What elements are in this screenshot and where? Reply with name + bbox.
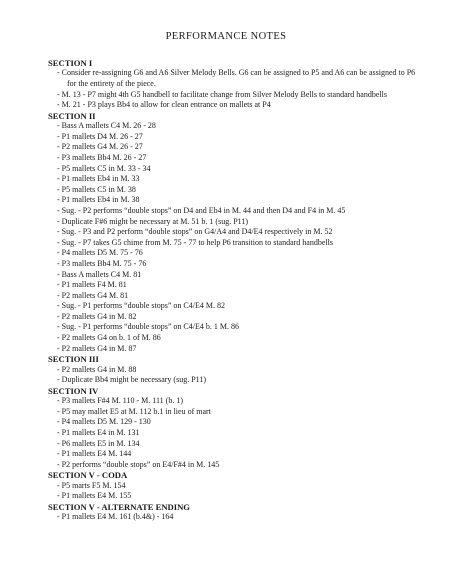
note-item: - Sug. - P1 performs “double stops” on C4/E4 M. 82 [57, 301, 225, 311]
note-item: - P2 mallets G4 M. 26 - 27 [57, 142, 143, 152]
note-item: - P1 mallets D4 M. 26 - 27 [57, 131, 143, 141]
note-item: - P1 mallets Eb4 in M. 33 [57, 174, 140, 184]
note-item: - P1 mallets E4 M. 161 (b.4&) - 164 [57, 512, 174, 522]
note-item: - P3 mallets F#4 M. 110 - M. 111 (b. 1) [57, 396, 183, 406]
note-item: - P4 mallets D5 M. 75 - 76 [57, 248, 143, 258]
note-item: - P1 mallets F4 M. 81 [57, 280, 127, 290]
section-1 [48, 58, 420, 111]
note-item: - P5 mallets C5 in M. 33 - 34 [57, 163, 151, 173]
note-item: - Consider re-assigning G6 and A6 Silver Melody Bells. G6 can be assigned to P5 and A6 can be assigned to P6 for the entirety of the piece. [57, 68, 416, 88]
note-item: - P5 mallets C5 in M. 38 [57, 184, 136, 194]
section-5-coda [48, 470, 420, 502]
page-title: PERFORMANCE NOTES [165, 31, 287, 42]
note-item: - P6 mallets E5 in M. 134 [57, 438, 140, 448]
note-item: - P1 mallets E4 M. 155 [57, 491, 132, 501]
section-heading: SECTION V - CODA [48, 470, 128, 481]
section-heading: SECTION IV [48, 385, 99, 396]
note-item: - Bass A mallets C4 M. 81 [57, 269, 142, 279]
section-heading: SECTION I [48, 58, 93, 68]
section-heading: SECTION V - ALTERNATE ENDING [48, 502, 190, 512]
section-3 [48, 354, 420, 386]
note-item: - P4 mallets D5 M. 129 - 130 [57, 417, 151, 427]
note-item: - P2 mallets G4 on b. 1 of M. 86 [57, 333, 161, 343]
note-item: - P2 mallets G4 in M. 82 [57, 311, 137, 321]
note-item: - P5 may mallet E5 at M. 112 b.1 in lieu of mart [57, 406, 211, 416]
note-item: - P2 mallets G4 M. 81 [57, 290, 129, 300]
note-item: - Duplicate Bb4 might be necessary (sug. P11) [57, 375, 207, 385]
note-item: - P3 mallets Bb4 M. 75 - 76 [57, 258, 147, 268]
section-heading: SECTION II [48, 110, 96, 121]
section-4 [48, 386, 420, 471]
note-item: - Duplicate F#6 might be necessary at M. 51 b. 1 (sug. P11) [57, 216, 249, 226]
section-2 [48, 111, 420, 354]
note-item: - P2 performs “double stops” on E4/F#4 in M. 145 [57, 459, 220, 469]
note-item: - Sug. - P3 and P2 perform “double stops” on G4/A4 and D4/E4 respectively in M. 52 [57, 227, 333, 237]
notes-content [48, 58, 420, 523]
section-heading: SECTION III [48, 354, 99, 365]
note-item: - P2 mallets G4 in M. 88 [57, 364, 137, 374]
note-item: - P1 mallets E4 in M. 131 [57, 428, 140, 438]
note-item: - Sug. - P1 performs “double stops” on C4/E4 b. 1 M. 86 [57, 322, 239, 332]
note-item: - P1 mallets Eb4 in M. 38 [57, 195, 140, 205]
note-item: - P5 marts F5 M. 154 [57, 480, 126, 490]
section-5-alternate-ending [48, 502, 420, 523]
note-item: - M. 13 - P7 might 4th G5 handbell to facilitate change from Silver Melody Bells to standard handbells [57, 89, 387, 99]
note-item: - P3 mallets Bb4 M. 26 - 27 [57, 152, 147, 162]
note-item: - M. 21 - P3 plays Bb4 to allow for clean entrance on mallets at P4 [57, 100, 271, 110]
note-item: - Bass A mallets C4 M. 26 - 28 [57, 121, 156, 131]
note-item: - P1 mallets E4 M. 144 [57, 449, 132, 459]
note-item: - Sug. - P7 takes G5 chime from M. 75 - 77 to help P6 transition to standard handbells [57, 237, 333, 247]
note-item: - Sug. - P2 performs “double stops” on D4 and Eb4 in M. 44 and then D4 and F4 in M. 45 [57, 205, 346, 215]
note-item: - P2 mallets G4 in M. 87 [57, 343, 137, 353]
